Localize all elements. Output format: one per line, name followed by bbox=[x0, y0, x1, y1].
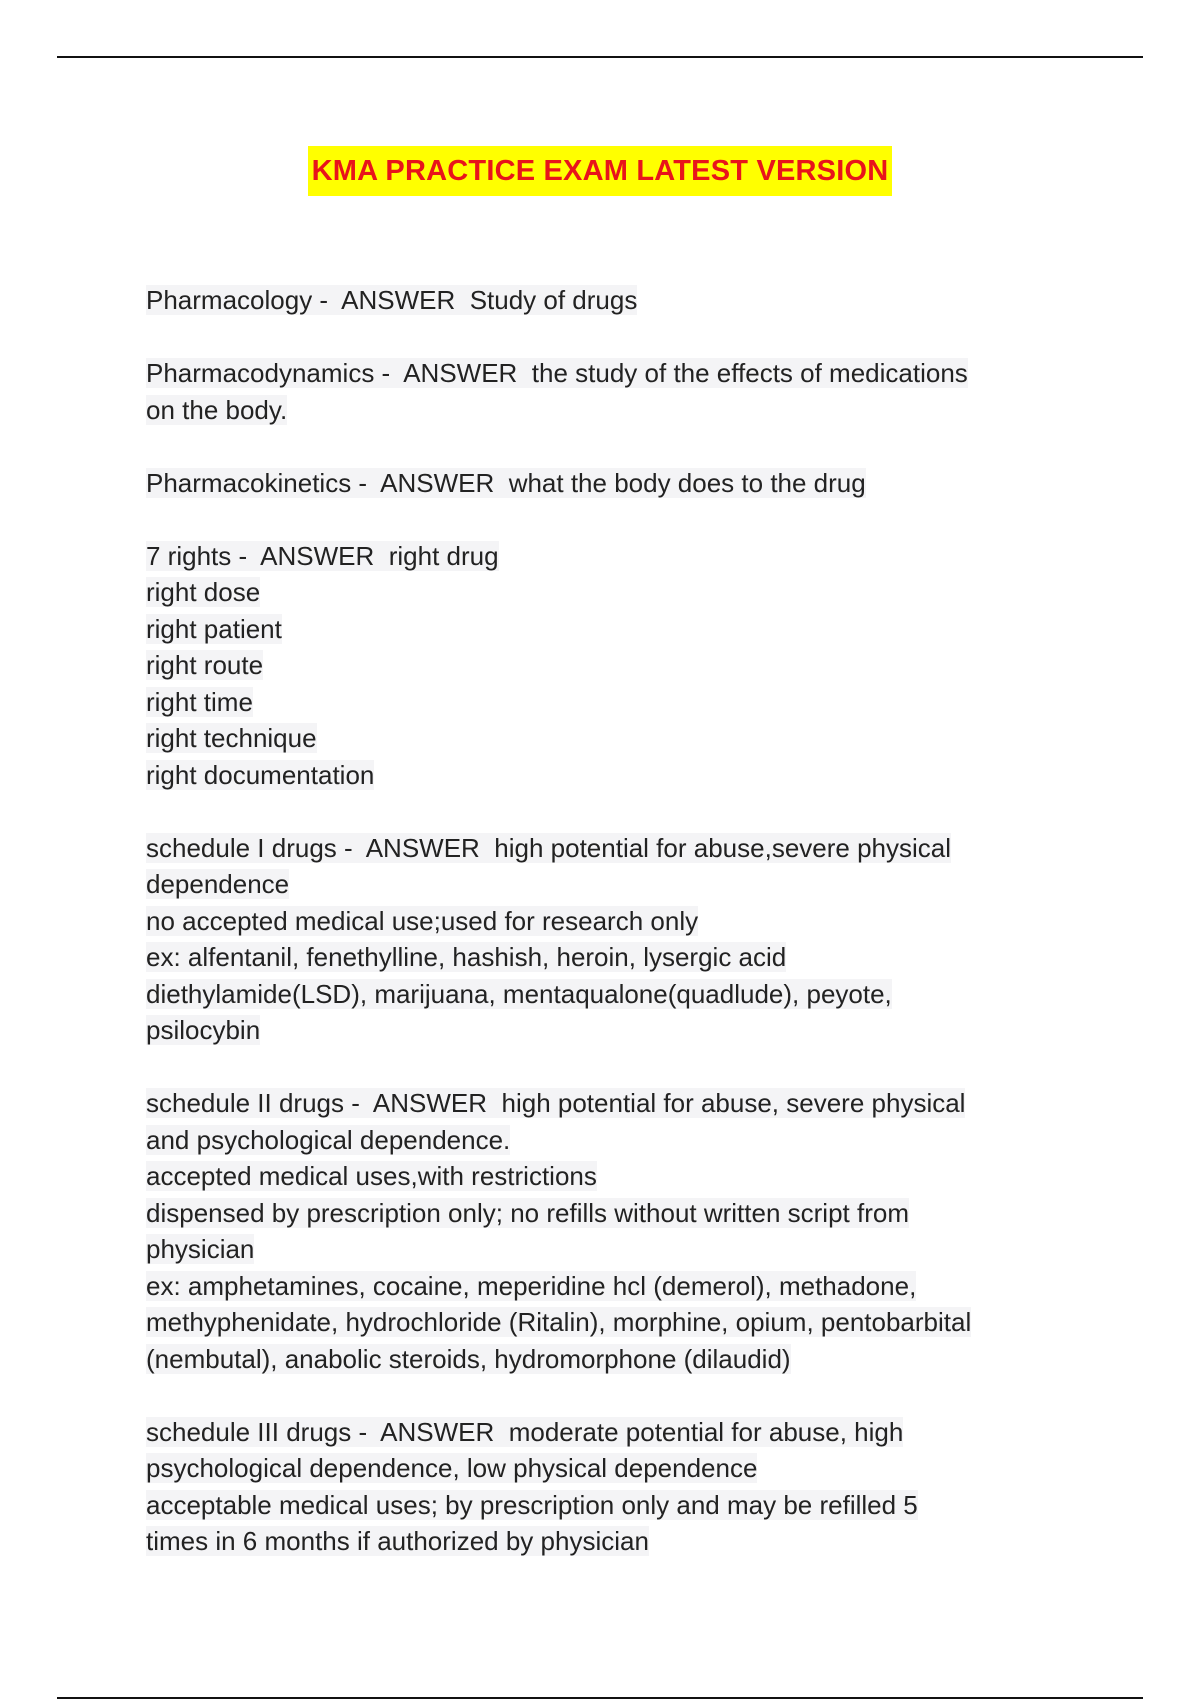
entry-line bbox=[146, 1268, 1046, 1305]
answer-text: high potential for abuse,severe physical bbox=[494, 832, 952, 863]
answer-text: on the body. bbox=[146, 394, 288, 425]
answer-text: the study of the effects of medications bbox=[531, 358, 968, 388]
document-title: KMA PRACTICE EXAM LATEST VERSION bbox=[308, 146, 893, 196]
answer-text: acceptable medical uses; by prescription only and may be refilled 5 bbox=[146, 1489, 918, 1520]
answer-text: right technique bbox=[146, 723, 317, 753]
entry-line bbox=[146, 1523, 1046, 1560]
entry-term: Pharmacology bbox=[146, 285, 313, 315]
answer-text: no accepted medical use;used for research only bbox=[146, 905, 699, 936]
answer-text: right drug bbox=[388, 540, 499, 571]
entry-line bbox=[146, 866, 1046, 903]
answer-text: psychological dependence, low physical dependence bbox=[146, 1453, 758, 1483]
answer-text: and psychological dependence. bbox=[146, 1124, 511, 1155]
entry-line bbox=[146, 611, 1046, 648]
term-separator: - bbox=[351, 1416, 381, 1447]
entry-term: 7 rights bbox=[146, 540, 232, 571]
answer-text: methyphenidate, hydrochloride (Ritalin), morphine, opium, pentobarbital bbox=[146, 1307, 972, 1337]
flashcard-entry bbox=[146, 1085, 1046, 1377]
top-rule bbox=[57, 56, 1143, 58]
entry-line bbox=[146, 903, 1046, 940]
answer-text: dependence bbox=[146, 869, 290, 899]
answer-text: high potential for abuse, severe physical bbox=[501, 1088, 966, 1118]
answer-text: ex: alfentanil, fenethylline, hashish, heroin, lysergic acid bbox=[146, 942, 787, 972]
answer-text: psilocybin bbox=[146, 1015, 261, 1045]
answer-text: right documentation bbox=[146, 759, 375, 790]
flashcard-list bbox=[146, 282, 1046, 1596]
entry-line bbox=[146, 1341, 1046, 1378]
flashcard-entry bbox=[146, 465, 1046, 502]
answer-text: right route bbox=[146, 650, 264, 680]
answer-text: what the body does to the drug bbox=[508, 467, 866, 498]
bottom-rule bbox=[57, 1697, 1143, 1699]
flashcard-entry bbox=[146, 282, 1046, 319]
term-separator: - bbox=[312, 285, 342, 315]
term-separator: - bbox=[351, 467, 381, 498]
answer-text: right patient bbox=[146, 613, 282, 644]
answer-text: (nembutal), anabolic steroids, hydromorphone (dilaudid) bbox=[146, 1343, 791, 1374]
answer-text: times in 6 months if authorized by physician bbox=[146, 1526, 649, 1556]
entry-line bbox=[146, 1195, 1046, 1232]
entry-first-line bbox=[146, 1085, 1046, 1122]
term-separator: - bbox=[336, 832, 366, 863]
entry-term: schedule II drugs bbox=[146, 1088, 345, 1118]
entry-line bbox=[146, 1158, 1046, 1195]
entry-first-line bbox=[146, 355, 1046, 392]
entry-first-line bbox=[146, 465, 1046, 502]
term-separator: - bbox=[231, 540, 261, 571]
answer-text: diethylamide(LSD), marijuana, mentaqualone(quadlude), peyote, bbox=[146, 978, 892, 1009]
entry-line bbox=[146, 1231, 1046, 1268]
term-separator: - bbox=[374, 358, 404, 388]
entry-line bbox=[146, 647, 1046, 684]
answer-text: physician bbox=[146, 1234, 255, 1264]
entry-term: Pharmacodynamics bbox=[146, 358, 375, 388]
answer-text: Study of drugs bbox=[469, 285, 638, 315]
entry-line bbox=[146, 574, 1046, 611]
answer-text: moderate potential for abuse, high bbox=[508, 1416, 904, 1447]
title-container bbox=[0, 146, 1200, 196]
entry-line bbox=[146, 939, 1046, 976]
entry-term: schedule I drugs bbox=[146, 832, 337, 863]
entry-line bbox=[146, 1012, 1046, 1049]
entry-line bbox=[146, 1450, 1046, 1487]
entry-first-line bbox=[146, 1414, 1046, 1451]
flashcard-entry bbox=[146, 1414, 1046, 1560]
flashcard-entry bbox=[146, 538, 1046, 794]
answer-text: right dose bbox=[146, 577, 261, 607]
answer-label: ANSWER bbox=[365, 832, 480, 863]
answer-label: ANSWER bbox=[372, 1088, 488, 1118]
entry-term: Pharmacokinetics bbox=[146, 467, 352, 498]
entry-term: schedule III drugs bbox=[146, 1416, 352, 1447]
entry-first-line bbox=[146, 830, 1046, 867]
entry-line bbox=[146, 1487, 1046, 1524]
answer-label: ANSWER bbox=[341, 285, 456, 315]
entry-line bbox=[146, 392, 1046, 429]
entry-line bbox=[146, 976, 1046, 1013]
entry-first-line bbox=[146, 282, 1046, 319]
entry-first-line bbox=[146, 538, 1046, 575]
term-separator: - bbox=[344, 1088, 373, 1118]
entry-line bbox=[146, 1122, 1046, 1159]
answer-text: accepted medical uses,with restrictions bbox=[146, 1161, 597, 1191]
flashcard-entry bbox=[146, 355, 1046, 428]
flashcard-entry bbox=[146, 830, 1046, 1049]
entry-line bbox=[146, 684, 1046, 721]
entry-line bbox=[146, 720, 1046, 757]
entry-line bbox=[146, 1304, 1046, 1341]
answer-label: ANSWER bbox=[380, 467, 495, 498]
answer-text: right time bbox=[146, 686, 253, 717]
answer-text: ex: amphetamines, cocaine, meperidine hcl (demerol), methadone, bbox=[146, 1270, 917, 1301]
answer-label: ANSWER bbox=[260, 540, 375, 571]
answer-label: ANSWER bbox=[380, 1416, 495, 1447]
answer-label: ANSWER bbox=[403, 358, 518, 388]
answer-text: dispensed by prescription only; no refills without written script from bbox=[146, 1197, 909, 1228]
entry-line bbox=[146, 757, 1046, 794]
